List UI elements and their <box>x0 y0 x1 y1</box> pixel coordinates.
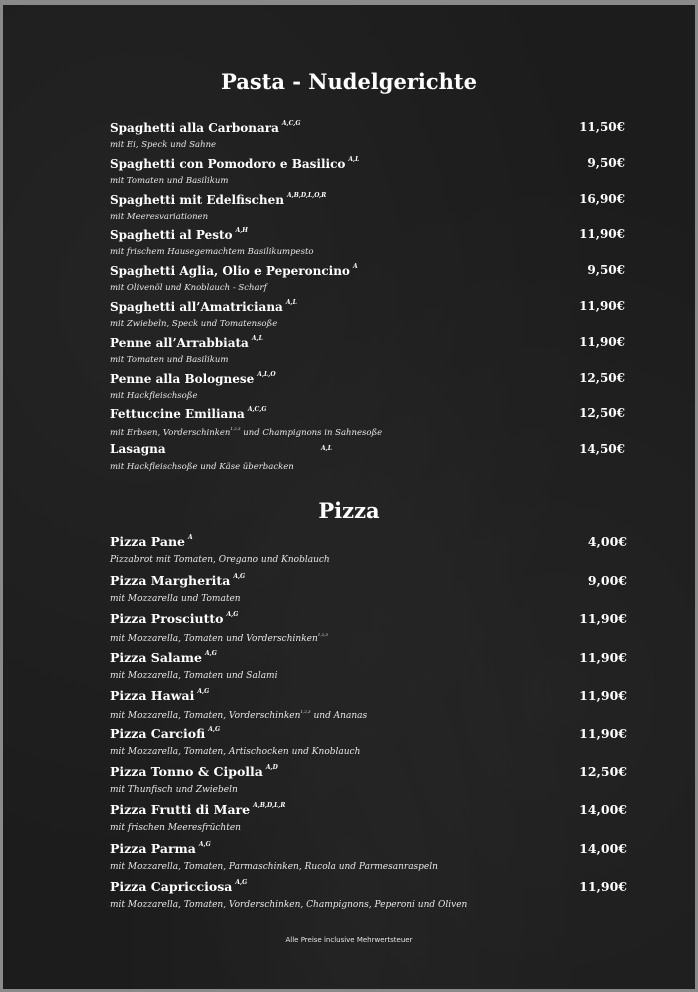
allergen-codes: A,D <box>265 764 278 771</box>
item-name: Pizza Capricciosa $^{A,G}$ <box>110 879 248 894</box>
item-name: Pizza Margherita $^{A,G}$ <box>110 573 246 588</box>
item-description: mit Tomaten und Basilikum <box>110 176 229 186</box>
item-name: Pizza Salame $^{A,G}$ <box>110 650 217 665</box>
additive-codes: 1,2,3 <box>230 426 241 431</box>
item-description: mit Meeresvariationen <box>110 212 209 222</box>
item-description: mit Mozzarella, Tomaten und Vorderschinken$^{1,2,3}$ <box>110 632 328 644</box>
item-name: Spaghetti Aglia, Olio e Peperoncino $^A$ <box>110 263 358 278</box>
item-description: mit Ei, Speck und Sahne <box>110 140 217 150</box>
item-price: 11,90€ <box>579 227 625 241</box>
item-name: Spaghetti con Pomodoro e Basilico $^{A,L}$ <box>110 156 360 171</box>
item-description: mit Mozzarella, Tomaten und Salami <box>110 671 278 681</box>
item-description: mit Tomaten und Basilikum <box>110 355 229 365</box>
item-price: 12,50€ <box>579 371 625 385</box>
item-price: 11,90€ <box>579 299 625 313</box>
item-description: mit Erbsen, Vorderschinken$^{1,2,3}$ und Champignons in Sahnesoße <box>110 426 383 438</box>
item-name: Pizza Prosciutto $^{A,G}$ <box>110 611 239 626</box>
price-note-footer: Alle Preise inclusive Mehrwertsteuer <box>285 936 413 944</box>
additive-codes: 1,2,3 <box>317 632 328 637</box>
item-name: Penne alla Bolognese $^{A,L,O}$ <box>110 371 276 386</box>
lasagna-allergen-codes: A,L <box>321 445 332 452</box>
allergen-codes: A <box>188 534 193 541</box>
item-description: mit Zwiebeln, Speck und Tomatensoße <box>110 319 278 329</box>
item-description: mit Mozzarella, Tomaten, Parmaschinken, Rucola und Parmesanraspeln <box>110 862 438 872</box>
item-price: 12,50€ <box>579 406 625 420</box>
item-description: mit Thunfisch und Zwiebeln <box>110 785 238 795</box>
item-name: Pizza Pane $^A$ <box>110 534 193 549</box>
item-price: 11,90€ <box>579 611 627 626</box>
allergen-codes: A,L <box>251 335 263 342</box>
item-description: mit Mozzarella, Tomaten, Vorderschinken$^{1,2,3}$ und Ananas <box>110 709 368 721</box>
item-name: Pizza Frutti di Mare $^{A,B,D,L,R}$ <box>110 802 286 817</box>
item-price: 9,00€ <box>587 573 627 588</box>
allergen-codes: A,G <box>208 726 221 733</box>
item-price: 11,90€ <box>579 726 627 741</box>
item-price: 16,90€ <box>579 192 625 206</box>
item-name: Penne all’Arrabbiata $^{A,L}$ <box>110 335 263 350</box>
item-description: mit frischen Meeresfrüchten <box>110 823 241 833</box>
item-name: Spaghetti mit Edelfischen $^{A,B,D,L,O,R}$ <box>110 192 327 207</box>
item-price: 11,90€ <box>579 650 627 665</box>
item-price: 11,90€ <box>579 688 627 703</box>
item-description: mit Mozzarella, Tomaten, Artischocken und Knoblauch <box>110 747 361 757</box>
item-description: mit Mozzarella, Tomaten, Vorderschinken, Champignons, Peperoni und Oliven <box>110 900 468 910</box>
allergen-codes: A,C,G <box>281 120 301 127</box>
item-name: Spaghetti all’Amatriciana $^{A,L}$ <box>110 299 297 314</box>
allergen-codes: A,C,G <box>247 406 267 413</box>
item-price: 12,50€ <box>579 764 627 779</box>
item-price: 9,50€ <box>587 156 625 170</box>
item-name: Spaghetti al Pesto $^{A,H}$ <box>110 227 248 242</box>
item-description: mit Hackfleischsoße und Käse überbacken <box>110 462 294 472</box>
item-name: Pizza Tonno & Cipolla $^{A,D}$ <box>110 764 278 779</box>
item-name: Pizza Hawai $^{A,G}$ <box>110 688 210 703</box>
allergen-codes: A,B,D,L,R <box>253 802 286 809</box>
item-name: Spaghetti alla Carbonara $^{A,C,G}$ <box>110 120 301 135</box>
item-description: mit Mozzarella und Tomaten <box>110 594 241 604</box>
allergen-codes: A,B,D,L,O,R <box>286 192 327 199</box>
allergen-codes: A,L <box>285 299 297 306</box>
item-price: 11,50€ <box>579 120 625 134</box>
item-name: Pizza Parma $^{A,G}$ <box>110 841 211 856</box>
pasta-heading: Pasta - Nudelgerichte <box>221 69 477 94</box>
menu-page <box>3 5 695 989</box>
item-price: 11,90€ <box>579 335 625 349</box>
item-price: 14,50€ <box>579 442 625 456</box>
allergen-codes: A,G <box>204 650 217 657</box>
additive-codes: 1,2,3 <box>300 709 311 714</box>
allergen-codes: A,G <box>197 688 210 695</box>
item-description: Pizzabrot mit Tomaten, Oregano und Knoblauch <box>110 555 330 565</box>
allergen-codes: A,H <box>235 227 248 234</box>
allergen-codes: A,L <box>348 156 360 163</box>
allergen-codes: A,L,O <box>257 371 276 378</box>
allergen-codes: A,G <box>226 611 239 618</box>
allergen-codes: A <box>352 263 358 270</box>
item-price: 14,00€ <box>579 802 627 817</box>
pizza-heading: Pizza <box>318 498 380 523</box>
item-name: Fettuccine Emiliana $^{A,C,G}$ <box>110 406 267 421</box>
item-price: 9,50€ <box>587 263 625 277</box>
item-description: mit Olivenöl und Knoblauch - Scharf <box>110 283 267 293</box>
allergen-codes: A,G <box>198 841 211 848</box>
item-price: 4,00€ <box>587 534 627 549</box>
allergen-codes: A,G <box>235 879 248 886</box>
item-price: 11,90€ <box>579 879 627 894</box>
item-name: Lasagna <box>110 442 166 456</box>
item-description: mit frischem Hausegemachtem Basilikumpesto <box>110 247 314 257</box>
item-description: mit Hackfleischsoße <box>110 391 198 401</box>
item-name: Pizza Carciofi $^{A,G}$ <box>110 726 221 741</box>
item-price: 14,00€ <box>579 841 627 856</box>
allergen-codes: A,G <box>233 573 246 580</box>
